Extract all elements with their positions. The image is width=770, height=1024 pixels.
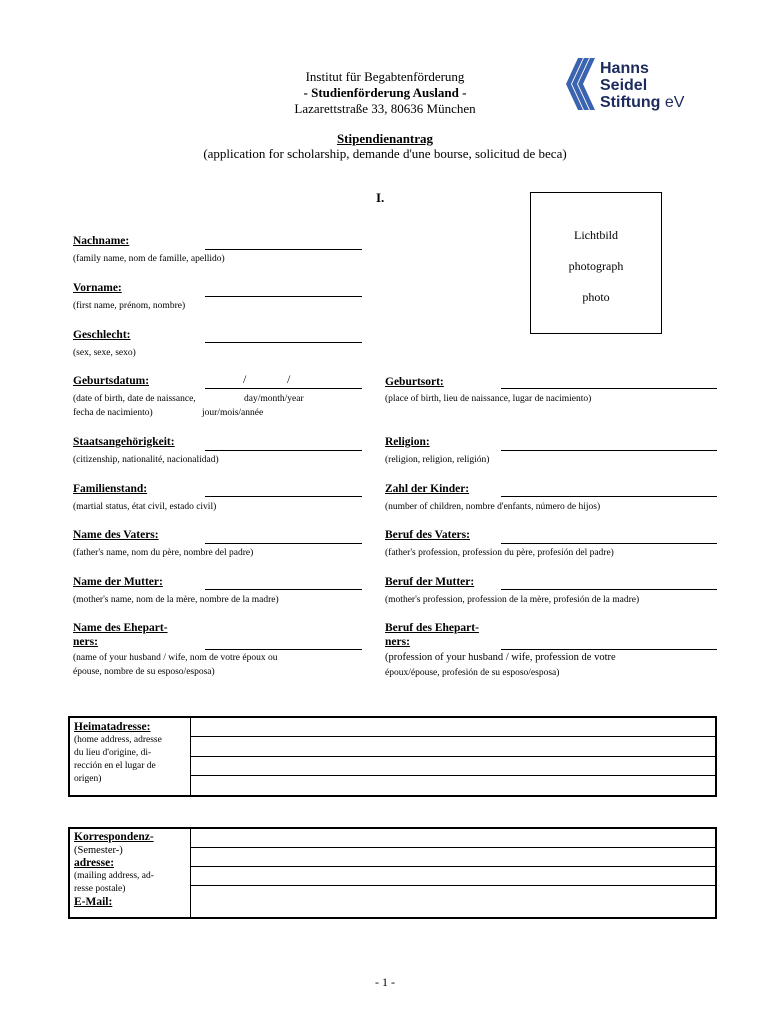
beruf-vater-label: Beruf des Vaters: — [385, 529, 470, 541]
kinder-label: Zahl der Kinder: — [385, 483, 470, 495]
geburtsdatum-label: Geburtsdatum: — [73, 375, 150, 387]
date-separator: / — [243, 372, 247, 386]
religion-translation: (religion, religion, religión) — [385, 455, 490, 465]
korrespondenz-input-line-3[interactable] — [191, 885, 715, 886]
geburtsdatum-field[interactable] — [205, 388, 362, 389]
heimatadresse-translation-4: origen) — [74, 774, 102, 784]
name-vater-translation: (father's name, nom du père, nombre del padre) — [73, 548, 254, 558]
photo-box[interactable] — [530, 192, 662, 334]
geburtsdatum-translation-2: fecha de nacimiento) — [73, 408, 153, 418]
heimatadresse-translation-1: (home address, adresse — [74, 735, 162, 745]
name-vater-label: Name des Vaters: — [73, 529, 159, 541]
form-title: Stipendienantrag — [336, 131, 434, 146]
nachname-translation: (family name, nom de famille, apellido) — [73, 254, 225, 264]
name-mutter-label: Name der Mutter: — [73, 576, 163, 588]
heimatadresse-label: Heimatadresse: — [74, 721, 151, 733]
beruf-ehepartner-field[interactable] — [501, 649, 717, 650]
beruf-ehepartner-label-1: Beruf des Ehepart- — [385, 622, 479, 634]
geburtsdatum-translation-1: (date of birth, date de naissance, — [73, 394, 196, 404]
kinder-translation: (number of children, nombre d'enfants, número de hijos) — [385, 502, 601, 512]
name-ehepartner-field[interactable] — [205, 649, 362, 650]
name-ehepartner-label-2: ners: — [73, 636, 98, 648]
korrespondenz-translation-2: resse postale) — [74, 884, 126, 894]
nachname-label: Nachname: — [73, 235, 130, 247]
beruf-mutter-field[interactable] — [501, 589, 717, 590]
name-vater-field[interactable] — [205, 543, 362, 544]
date-separator: / — [287, 372, 291, 386]
institute-name: Institut für Begabtenförderung — [305, 69, 465, 84]
logo-suffix: eV — [664, 94, 685, 111]
religion-field[interactable] — [501, 450, 717, 451]
heimatadresse-label-cell — [70, 718, 191, 795]
beruf-mutter-label: Beruf der Mutter: — [385, 576, 475, 588]
heimatadresse-input-line-3[interactable] — [191, 775, 715, 776]
religion-label: Religion: — [385, 436, 430, 448]
name-ehepartner-label-1: Name des Ehepart- — [73, 622, 168, 634]
name-ehepartner-translation-1: (name of your husband / wife, nom de votre époux ou — [73, 653, 278, 663]
beruf-ehepartner-translation-1: (profession of your husband / wife, profession de votre — [385, 652, 616, 663]
geschlecht-label: Geschlecht: — [73, 329, 131, 341]
page-number: - 1 - — [375, 975, 395, 989]
geschlecht-translation: (sex, sexe, sexo) — [73, 348, 136, 358]
heimatadresse-input-line-1[interactable] — [191, 736, 715, 737]
vorname-field[interactable] — [205, 296, 362, 297]
vorname-translation: (first name, prénom, nombre) — [73, 301, 186, 311]
geburtsdatum-format-fr: jour/mois/année — [202, 408, 264, 418]
institute-address: Lazarettstraße 33, 80636 München — [294, 101, 476, 116]
beruf-ehepartner-translation-2: époux/épouse, profesión de su esposo/esposa) — [385, 668, 560, 678]
korrespondenz-label-1: Korrespondenz- — [74, 831, 154, 843]
geburtsdatum-format-en: day/month/year — [244, 394, 304, 404]
name-mutter-translation: (mother's name, nom de la mère, nombre de la madre) — [73, 595, 279, 605]
heimatadresse-translation-3: rección en el lugar de — [74, 761, 156, 771]
korrespondenz-table — [68, 827, 717, 919]
email-label: E-Mail: — [74, 896, 113, 908]
korrespondenz-label-cell — [70, 829, 191, 917]
geschlecht-field[interactable] — [205, 342, 362, 343]
familienstand-label: Familienstand: — [73, 483, 148, 495]
department-name: - Studienförderung Ausland - — [303, 85, 467, 100]
heimatadresse-translation-2: du lieu d'origine, di- — [74, 748, 152, 758]
geburtsort-label: Geburtsort: — [385, 376, 444, 388]
korrespondenz-semester: (Semester-) — [74, 845, 123, 856]
korrespondenz-input-line-1[interactable] — [191, 847, 715, 848]
beruf-ehepartner-label-2: ners: — [385, 636, 410, 648]
nachname-field[interactable] — [205, 249, 362, 250]
logo-line1: Hanns — [600, 60, 649, 77]
foundation-logo-icon — [566, 58, 602, 110]
familienstand-field[interactable] — [205, 496, 362, 497]
korrespondenz-input-line-2[interactable] — [191, 866, 715, 867]
logo-line2: Seidel — [600, 77, 648, 94]
staatsangehoerigkeit-label: Staatsangehörigkeit: — [73, 436, 175, 448]
staatsangehoerigkeit-translation: (citizenship, nationalité, nacionalidad) — [73, 455, 219, 465]
korrespondenz-label-2: adresse: — [74, 857, 115, 869]
name-mutter-field[interactable] — [205, 589, 362, 590]
photo-label-fr: photo — [582, 290, 610, 304]
familienstand-translation: (martial status, état civil, estado civil) — [73, 502, 217, 512]
beruf-vater-translation: (father's profession, profession du père, profesión del padre) — [385, 548, 614, 558]
geburtsort-translation: (place of birth, lieu de naissance, lugar de nacimiento) — [385, 394, 592, 404]
photo-label-en: photograph — [568, 259, 624, 273]
staatsangehoerigkeit-field[interactable] — [205, 450, 362, 451]
logo-line3: Stiftung — [600, 94, 661, 111]
kinder-field[interactable] — [501, 496, 717, 497]
name-ehepartner-translation-2: épouse, nombre de su esposo/esposa) — [73, 667, 215, 677]
section-number: I. — [376, 190, 385, 205]
heimatadresse-input-line-2[interactable] — [191, 756, 715, 757]
beruf-vater-field[interactable] — [501, 543, 717, 544]
form-subtitle: (application for scholarship, demande d'une bourse, solicitud de beca) — [203, 146, 567, 161]
korrespondenz-translation-1: (mailing address, ad- — [74, 871, 154, 881]
photo-label-de: Lichtbild — [574, 228, 618, 242]
geburtsort-field[interactable] — [501, 388, 717, 389]
vorname-label: Vorname: — [73, 282, 122, 294]
heimatadresse-table — [68, 716, 717, 797]
beruf-mutter-translation: (mother's profession, profession de la mère, profesión de la madre) — [385, 595, 640, 605]
